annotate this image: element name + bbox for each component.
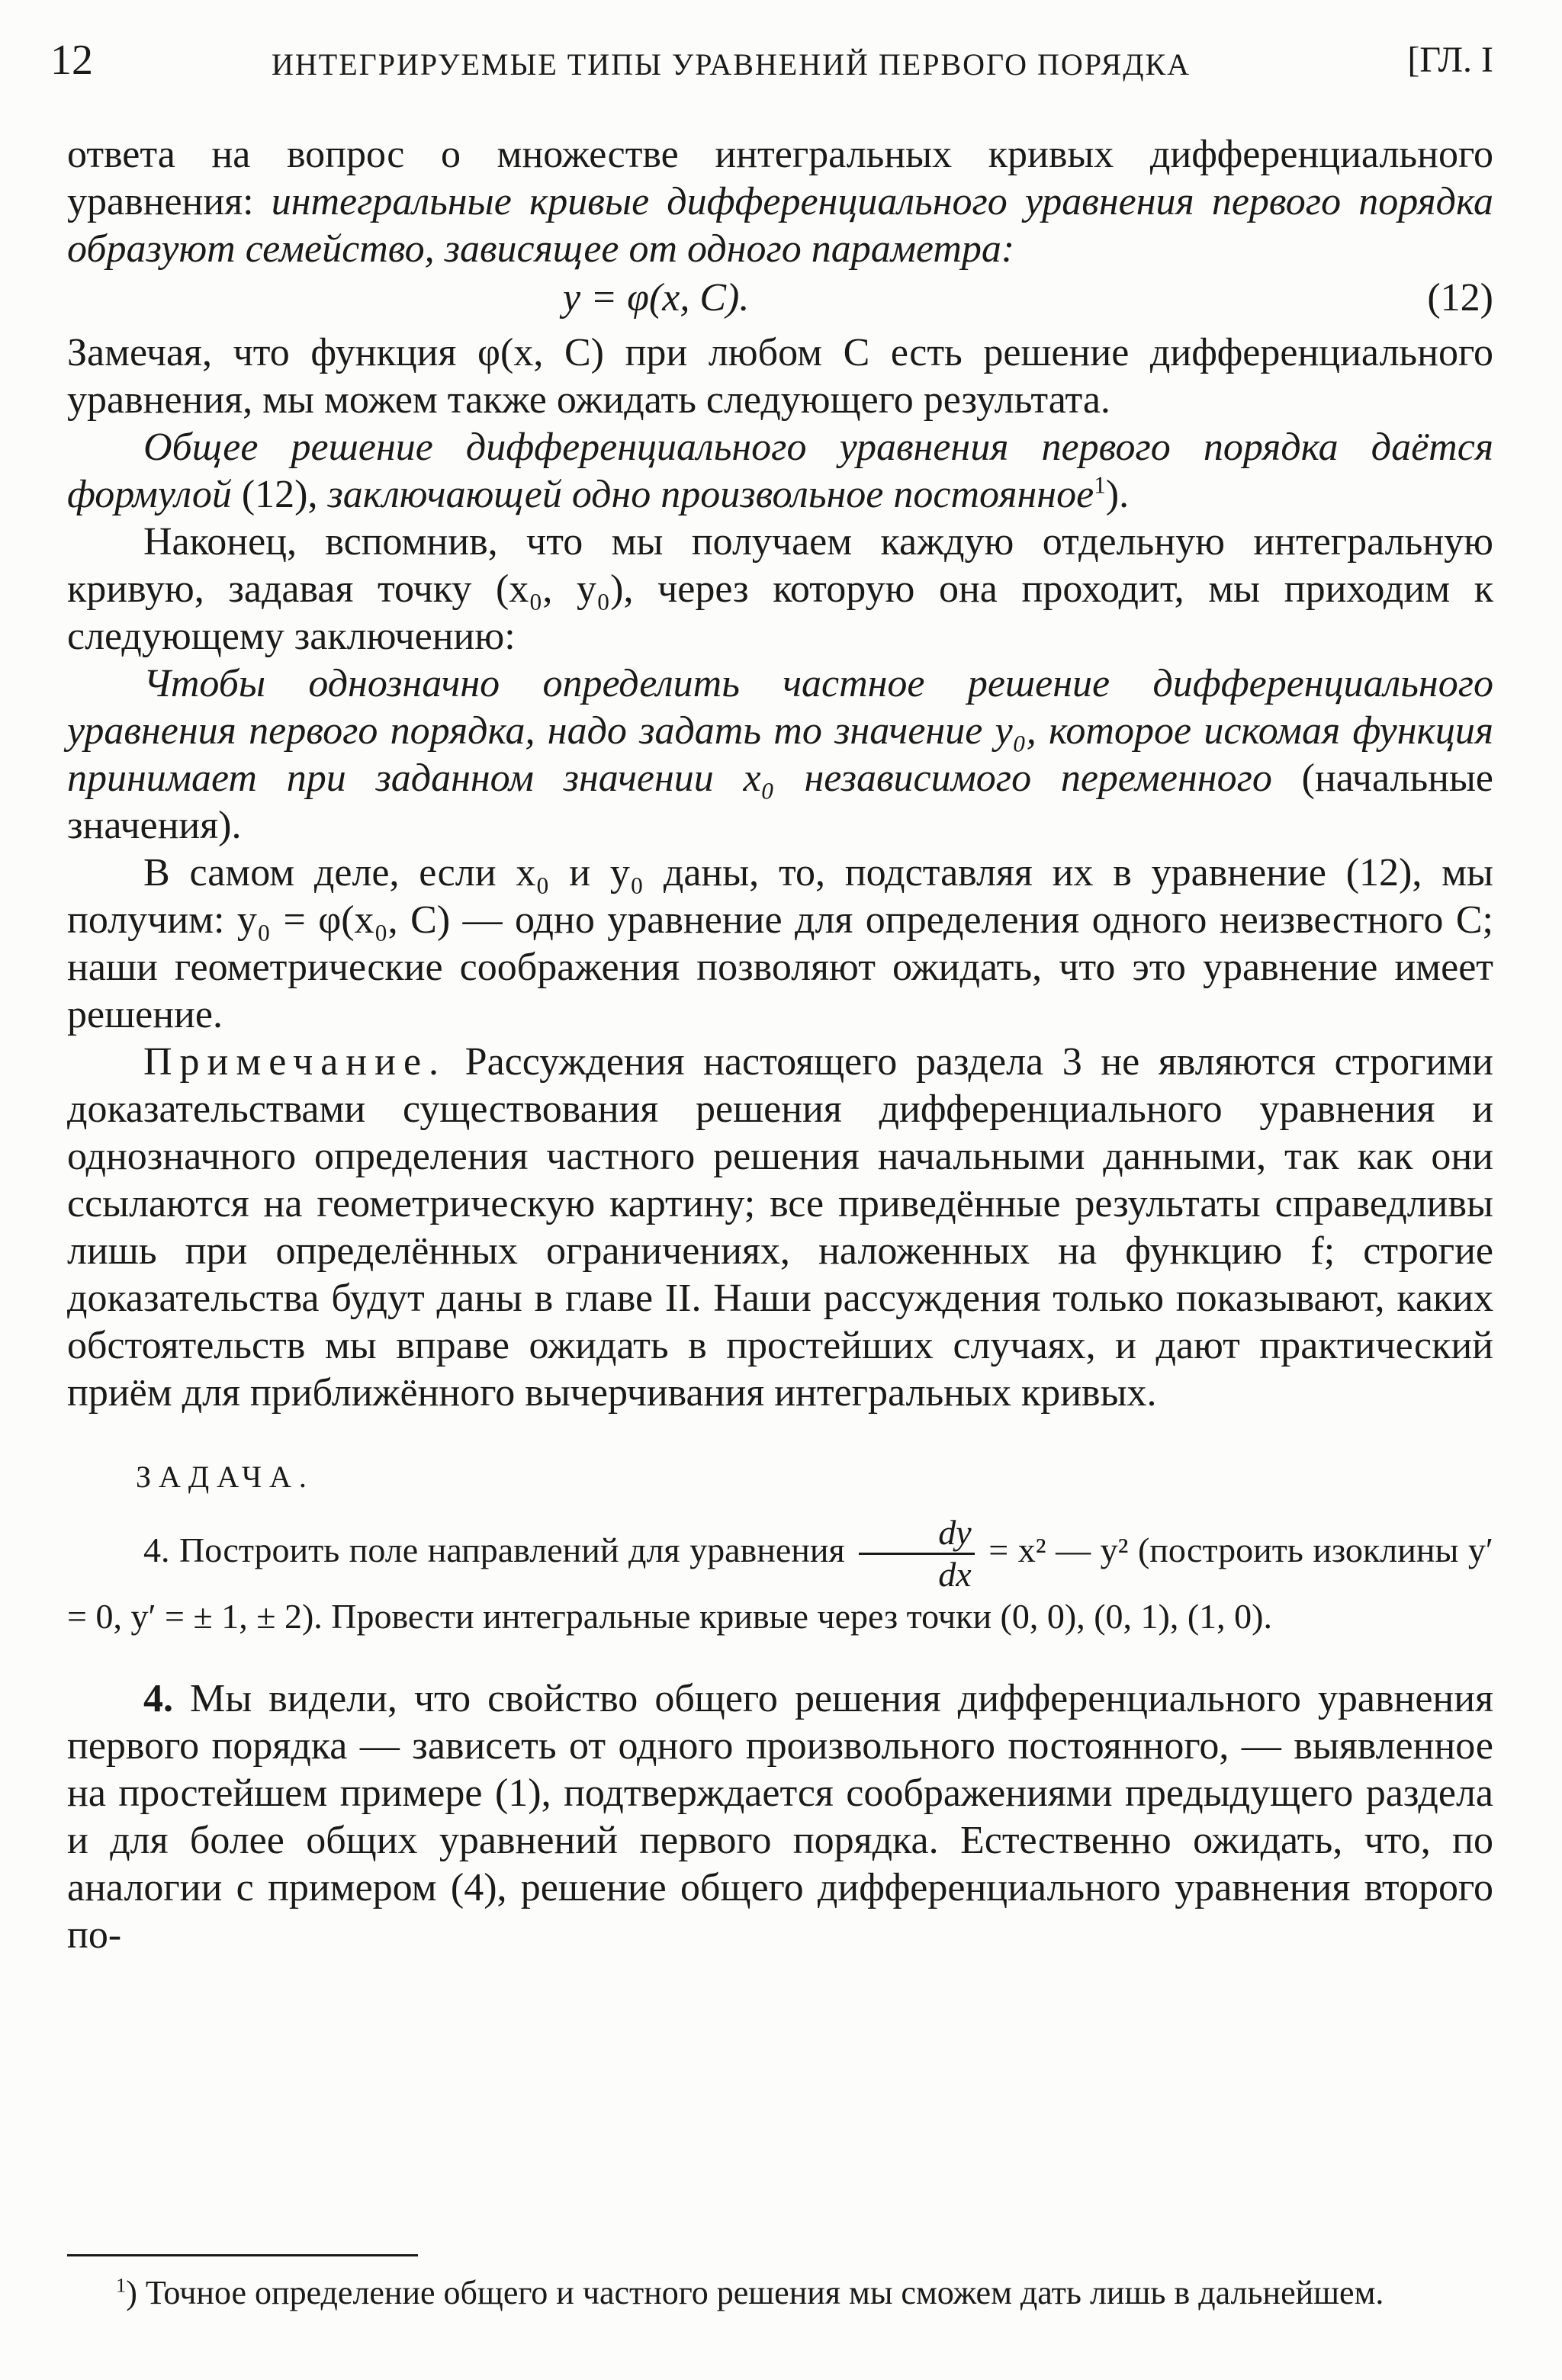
paragraph-4: Наконец, вспомнив, что мы получаем каждую отдельную интегральную кривую, задавая точку (x₀, y₀), через которую она проходит, мы приходим к следующему заключению: <box>67 520 1493 658</box>
paragraph-6: В самом деле, если x₀ и y₀ даны, то, подставляя их в уравнение (12), мы получим: y₀ = φ(x₀, C) — одно уравнение для определения одного неизвестного C; наши геометрические соображения позволяют ожидать, что это уравнение имеет решение. <box>67 851 1493 1036</box>
running-title: ИНТЕГРИРУЕМЫЕ ТИПЫ УРАВНЕНИЙ ПЕРВОГО ПОРЯДКА <box>272 47 1191 82</box>
footnote <box>67 2272 1493 2314</box>
footnote-reference[interactable]: 1 <box>1094 471 1106 499</box>
task-text-b: = x² — y² (построить изоклины y′ = 0, y′ = ± 1, ± 2). Провести интегральные кривые через точки (0, 0), (0, 1), (1, 0). <box>67 1530 1493 1636</box>
footnote-divider <box>67 2254 418 2256</box>
paragraph-3-ref: (12), <box>231 473 328 516</box>
paragraph-3 <box>67 424 1493 519</box>
page-number: 12 <box>50 37 93 84</box>
paragraph-1-text: ответа на вопрос о множестве интегральных кривых дифференциального уравнения: <box>67 133 1493 223</box>
section-4-text: Мы видели, что свойство общего решения дифференциального уравнения первого порядка — зависеть от одного произвольного постоянного, — выявленное на простейшем примере (1), подтверждается соображениями предыдущего раздела и для более общих уравнений первого порядка. Естественно ожидать, что, по аналогии с примером (4), решение общего дифференциального уравнения второго по- <box>67 1677 1493 1957</box>
page-body <box>67 131 1493 1959</box>
section-4-paragraph <box>67 1675 1493 1959</box>
formula-12-expression: y = φ(x, C). <box>563 276 750 320</box>
derivative-fraction <box>859 1513 974 1595</box>
task-text-a: Построить поле направлений для уравнения <box>169 1530 855 1570</box>
paragraph-note <box>67 1039 1493 1417</box>
formula-12-number: (12) <box>1427 276 1493 320</box>
fraction-numerator: dy <box>859 1513 974 1555</box>
paragraph-1 <box>67 131 1493 273</box>
footnote-mark: 1 <box>116 2273 127 2297</box>
section-number: 4. <box>143 1677 173 1720</box>
task-4 <box>67 1513 1493 1639</box>
paragraph-3-italic-b: заключающей одно произвольное постоянное <box>327 473 1094 516</box>
task-heading: ЗАДАЧА. <box>136 1460 314 1494</box>
paragraph-3-italic-a: Общее решение дифференциального уравнения первого порядка даётся формулой <box>67 426 1493 516</box>
paragraph-2: Замечая, что функция φ(x, C) при любом C есть решение дифференциального уравнения, мы можем также ожидать следующего результата. <box>67 331 1493 422</box>
paragraph-5-italic: Чтобы однозначно определить частное решение дифференциального уравнения первого порядка, надо задать то значение y₀, которое искомая функция принимает при заданном значении x₀ независимого переменного <box>67 662 1493 800</box>
chapter-mark: [ГЛ. I <box>1407 40 1493 80</box>
page-header <box>50 37 1493 98</box>
fraction-denominator: dx <box>938 1555 972 1594</box>
note-label: Примечание. <box>143 1040 447 1084</box>
paragraph-5-normal: (начальные значения). <box>67 756 1493 847</box>
paragraph-1-italic: интегральные кривые дифференциального уравнения первого порядка образуют семейство, зависящее от одного параметра: <box>67 180 1494 271</box>
paragraph-5 <box>67 660 1493 850</box>
formula-12 <box>67 275 1493 325</box>
footnote-text: ) Точное определение общего и частного решения мы сможем дать лишь в дальнейшем. <box>126 2274 1384 2311</box>
note-text: Рассуждения настоящего раздела 3 не являются строгими доказательствами существования решения дифференциального уравнения и однозначного определения частного решения начальными данными, так как они ссылаются на геометрическую картину; все приведённые результаты справедливы лишь при определённых ограничениях, наложенных на функцию f; строгие доказательства будут даны в главе II. Наши рассуждения только показывают, каких обстоятельств мы вправе ожидать в простейших случаях, и дают практический приём для приближённого вычерчивания интегральных кривых. <box>67 1040 1493 1415</box>
task-number: 4. <box>143 1530 170 1570</box>
paragraph-3-end: ). <box>1105 473 1130 516</box>
